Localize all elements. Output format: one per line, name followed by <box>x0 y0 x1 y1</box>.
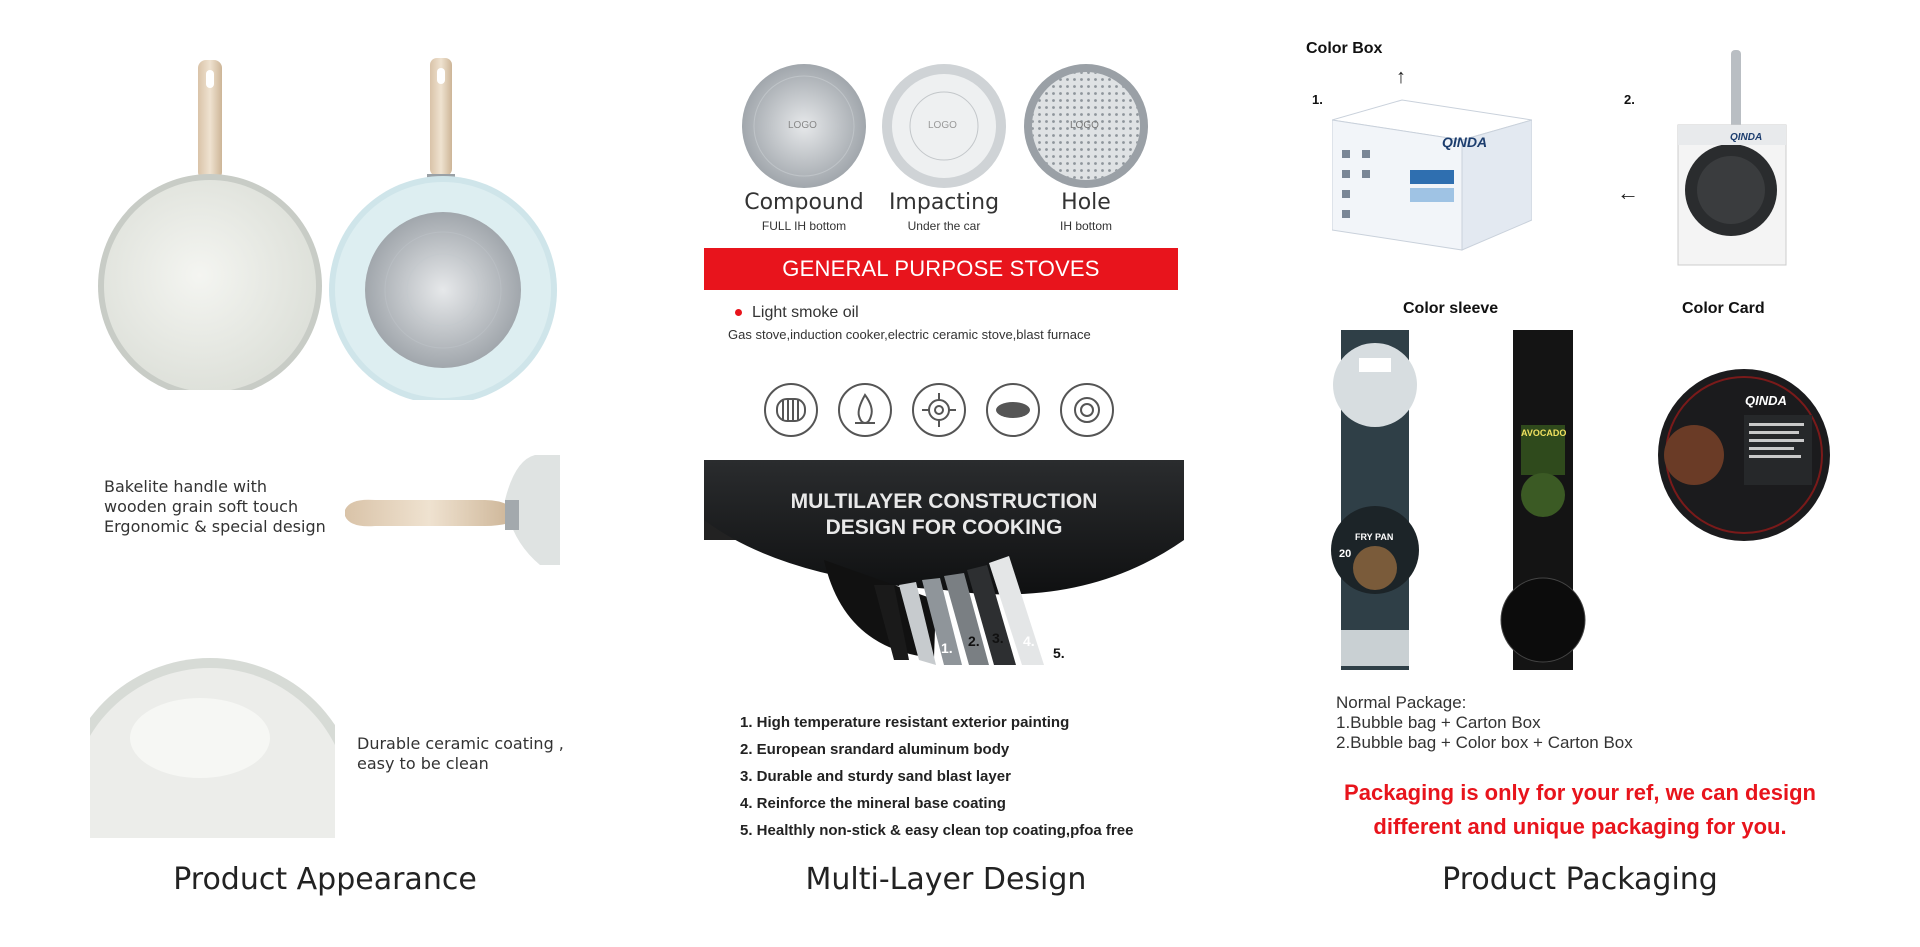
disc-logo-2: LOGO <box>928 120 957 131</box>
layer-number-1: 1. <box>941 640 953 656</box>
construction-heading-line-2: DESIGN FOR COOKING <box>825 516 1063 539</box>
color-box-image <box>1332 80 1532 260</box>
gas-burner-icon <box>912 383 966 437</box>
handle-caption-line-1: Bakelite handle with <box>104 477 267 496</box>
layer-list <box>740 714 1133 849</box>
stoves-banner: GENERAL PURPOSE STOVES <box>704 248 1178 290</box>
layer-number-2: 2. <box>968 633 980 649</box>
normal-package-line-1: 1.Bubble bag + Carton Box <box>1336 713 1541 732</box>
card-brand-logo: QINDA <box>1745 393 1787 408</box>
panel-title-packaging: Product Packaging <box>1442 862 1718 897</box>
panel-title-multilayer: Multi-Layer Design <box>805 862 1087 897</box>
color-card-label: Color Card <box>1682 300 1765 317</box>
ceramic-hob-icon <box>1060 383 1114 437</box>
coating-caption <box>357 734 564 774</box>
construction-heading <box>704 489 1184 541</box>
panel-product-appearance <box>0 0 640 947</box>
color-box-label: Color Box <box>1306 40 1383 57</box>
layer-item-5: 5. Healthly non-stick & easy clean top coating,pfoa free <box>740 822 1134 839</box>
layer-item-2: 2. European srandard aluminum body <box>740 741 1010 758</box>
disc-sub-impacting: Under the car <box>907 219 981 233</box>
disc-sub-compound: FULL IH bottom <box>761 219 847 233</box>
panel-title-appearance: Product Appearance <box>173 862 477 897</box>
induction-coil-icon <box>764 383 818 437</box>
layer-number-5: 5. <box>1053 645 1065 661</box>
layer-number-4: 4. <box>1023 633 1035 649</box>
disc-label-compound: Compound <box>744 190 864 215</box>
coating-caption-line-2: easy to be clean <box>357 754 489 773</box>
electric-plate-icon <box>986 383 1040 437</box>
normal-package-line-2: 2.Bubble bag + Color box + Carton Box <box>1336 733 1633 752</box>
pan-top-view-image <box>90 50 330 390</box>
disc-sub-hole: IH bottom <box>1059 219 1113 233</box>
handle-closeup-image <box>345 450 560 570</box>
packaging-note-line-1: Packaging is only for your ref, we can design <box>1344 780 1816 805</box>
handle-caption-line-3: Ergonomic & special design <box>104 517 326 536</box>
sleeve-avocado-text: AVOCADO <box>1521 428 1567 438</box>
panel-multilayer-design <box>640 0 1280 947</box>
disc-logo-3: LOGO <box>1070 120 1099 131</box>
color-sleeve-2-image <box>1493 330 1593 670</box>
packaging-note-line-2: different and unique packaging for you. <box>1373 814 1787 839</box>
coating-closeup-image <box>90 648 335 838</box>
stove-list: Gas stove,induction cooker,electric ceramic stove,blast furnace <box>728 327 1091 342</box>
handle-caption-line-2: wooden grain soft touch <box>104 497 299 516</box>
normal-package-block <box>1336 693 1633 753</box>
packaging-note <box>1300 776 1860 844</box>
normal-package-title: Normal Package: <box>1336 693 1467 712</box>
box-number-2: 2. <box>1624 92 1635 107</box>
bullet-dot <box>735 309 742 316</box>
gas-flame-icon <box>838 383 892 437</box>
panel-product-packaging <box>1280 0 1920 947</box>
construction-heading-line-1: MULTILAYER CONSTRUCTION <box>790 490 1098 513</box>
bullet-text: Light smoke oil <box>752 304 859 321</box>
sleeve-size-badge: 20 <box>1339 548 1352 560</box>
handle-caption <box>104 477 326 537</box>
color-sleeve-1-image <box>1325 330 1425 670</box>
disc-logo-1: LOGO <box>788 120 817 131</box>
color-sleeve-label: Color sleeve <box>1403 300 1499 317</box>
layer-item-4: 4. Reinforce the mineral base coating <box>740 795 1006 812</box>
coating-caption-line-1: Durable ceramic coating , <box>357 734 564 753</box>
disc-label-impacting: Impacting <box>888 190 1000 215</box>
sleeve-fry-pan-text: FRY PAN <box>1355 532 1394 542</box>
color-card-image <box>1654 365 1834 545</box>
arrow-up-icon: ↑ <box>1396 66 1406 88</box>
box-brand-logo: QINDA <box>1442 134 1488 150</box>
layer-item-1: 1. High temperature resistant exterior painting <box>740 714 1070 731</box>
pan-bottom-view-image <box>325 50 565 400</box>
box-number-1: 1. <box>1312 92 1323 107</box>
color-box-2-image <box>1673 50 1793 270</box>
layer-number-3: 3. <box>992 630 1004 646</box>
box2-brand-logo: QINDA <box>1730 132 1763 143</box>
layer-item-3: 3. Durable and sturdy sand blast layer <box>740 768 1011 785</box>
arrow-left-icon: ← <box>1617 180 1639 205</box>
disc-label-hole: Hole <box>1061 190 1111 215</box>
